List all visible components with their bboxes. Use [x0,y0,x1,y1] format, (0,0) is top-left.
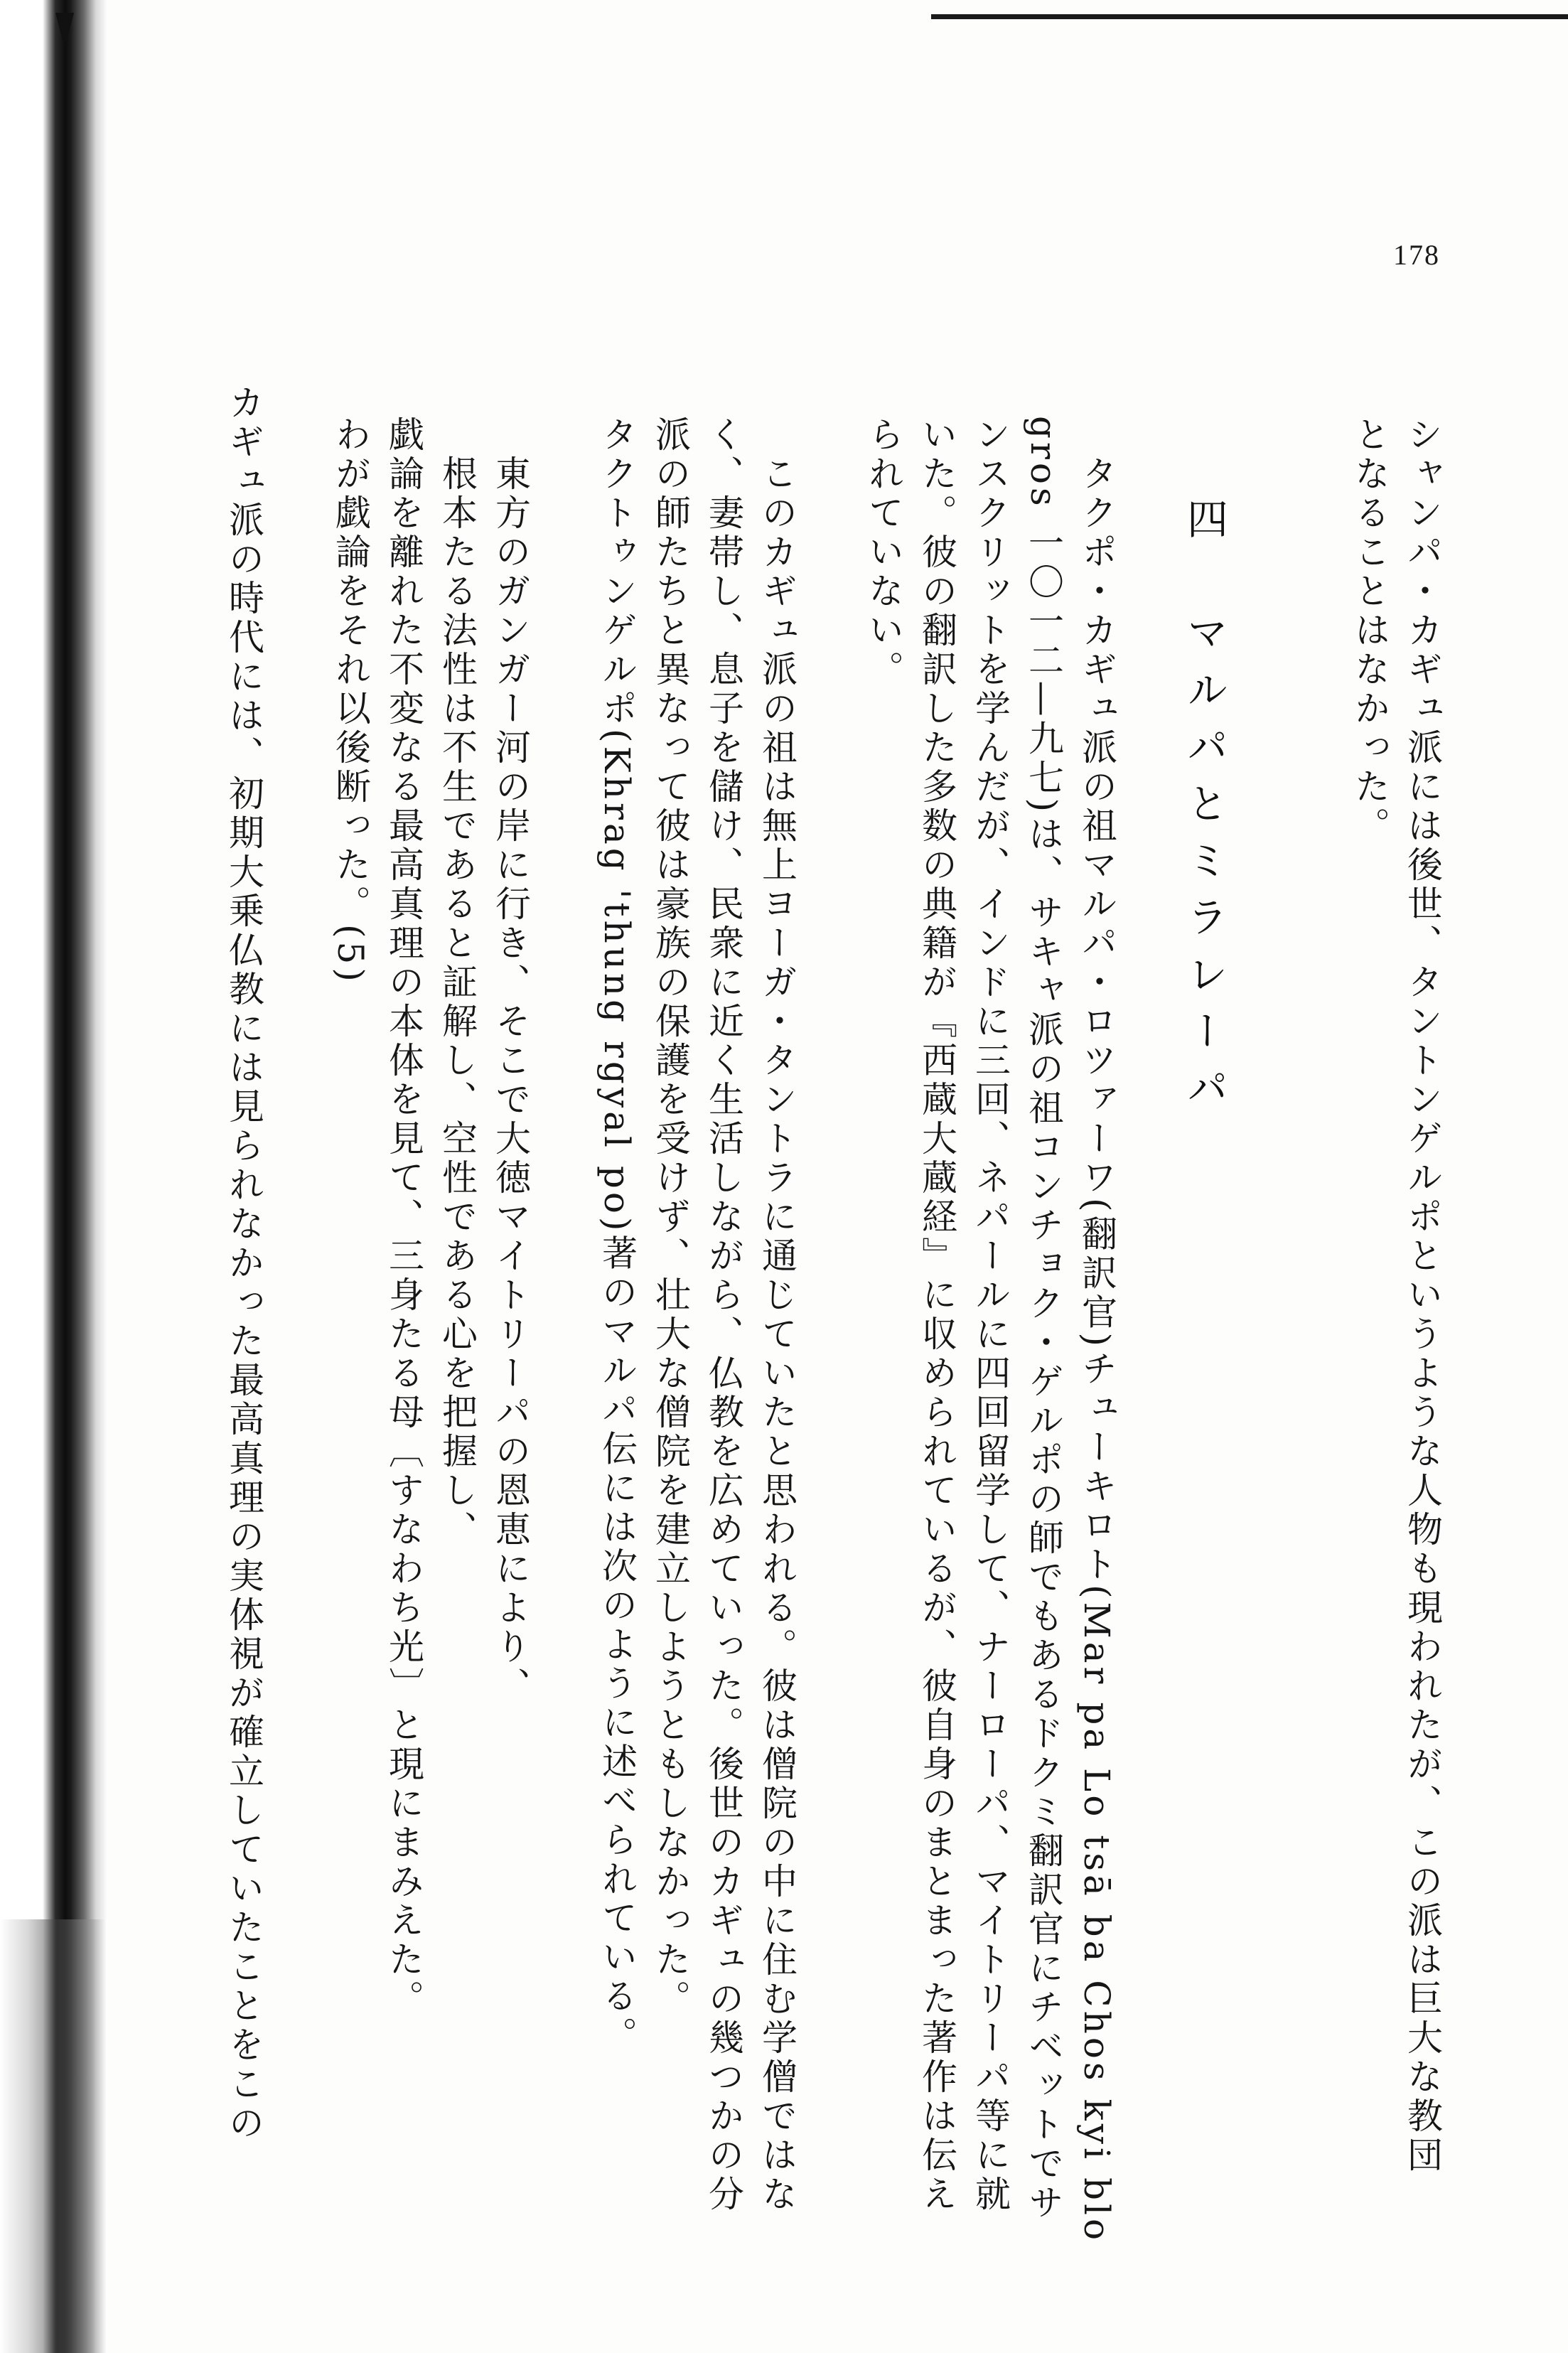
text-line: このカギュ派の祖は無上ヨーガ・タントラに通じていたと思われる。彼は僧院の中に住む学僧ではな [756,455,798,2214]
text-line: シャンパ・カギュ派には後世、タントンゲルポというような人物も現われたが、この派は巨大な教団 [1402,416,1443,2175]
text-line: タクトゥンゲルポ(Khrag 'thung rgyal po)著のマルパ伝には次のように述べられている。 [596,416,638,2056]
text-line: く、妻帯し、息子を儲け、民衆に近く生活しながら、仏教を広めていった。後世のカギュの幾つかの分 [703,416,744,2214]
text-line: となることはなかった。 [1349,416,1390,846]
scan-noise [0,1919,107,2353]
page-edge-line [931,14,1568,19]
text-line: 東方のガンガー河の岸に行き、そこで大徳マイトリーパの恩恵により、 [490,455,531,1706]
text-line: gros 一〇一二—九七)は、サキャ派の祖コンチョク・ゲルポの師でもあるドクミ翻訳官にチベットでサ [1023,416,1064,2224]
text-line: 派の師たちと異なって彼は豪族の保護を受けず、壮大な僧院を建立しようともしなかった。 [650,416,691,2019]
text-line: 根本たる法性は不生であると証解し、空性である心を把握し、 [436,455,478,1550]
text-line: いた。彼の翻訳した多数の典籍が『西蔵大蔵経』に収められているが、彼自身のまとまった著作は伝え [916,416,957,2214]
text-line: 戯論を離れた不変なる最高真理の本体を見て、三身たる母〔すなわち光〕と現にまみえた。 [383,416,424,2019]
text-line: タクポ・カギュ派の祖マルパ・ロツァーワ(翻訳官)チューキロト(Mar pa Lo tsā ba Chos kyi blo [1076,455,1117,2244]
text-line: カギュ派の時代には、初期大乗仏教には見られなかった最高真理の実体視が確立していたことをこの [223,384,264,2143]
section-heading: 四 マルパとミラレーパ [1180,498,1228,1123]
text-line: わが戯論をそれ以後断った。(5) [330,416,371,985]
page-number: 178 [1393,239,1440,271]
text-line: ンスクリットを学んだが、インドに三回、ネパールに四回留学して、ナーローパ、マイトリーパ等に就 [970,416,1011,2214]
text-line: られていない。 [863,416,904,690]
